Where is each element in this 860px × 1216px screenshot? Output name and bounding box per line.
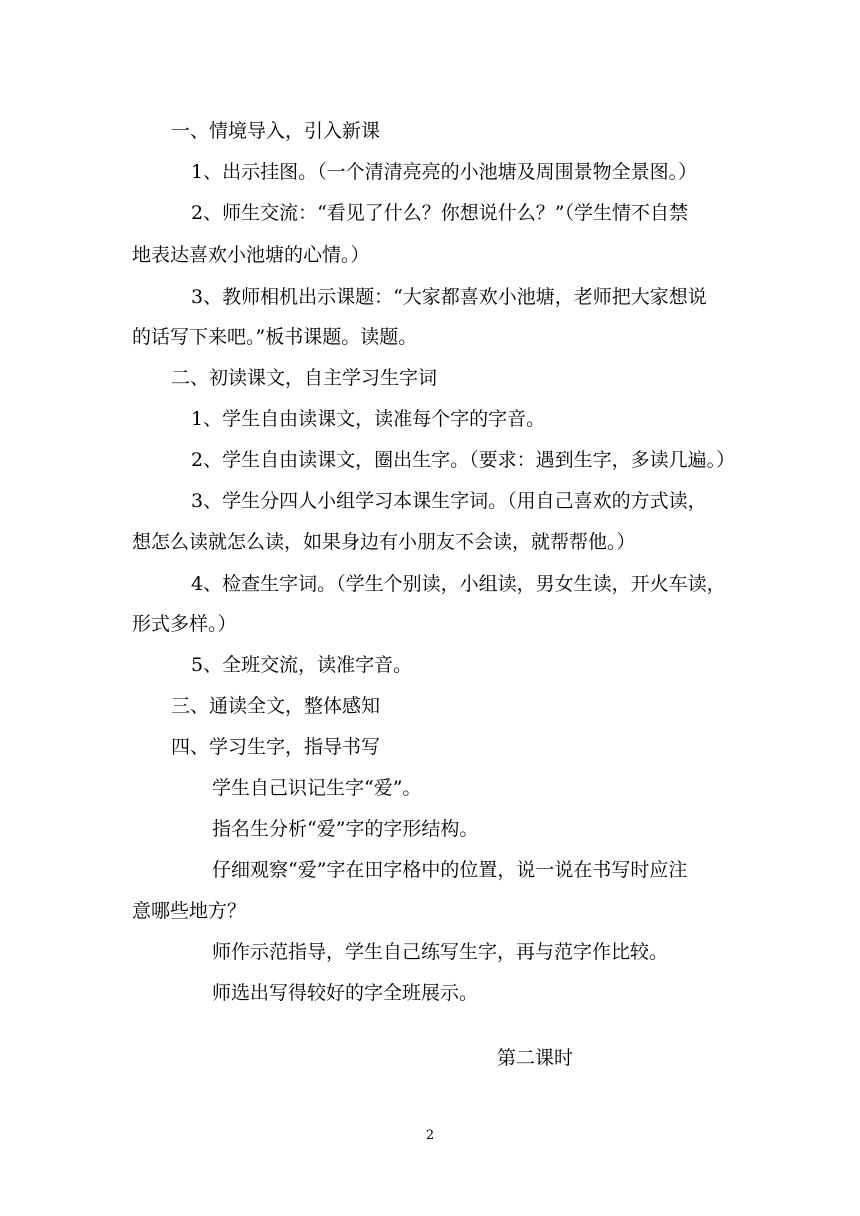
paragraph: 师作示范指导，学生自己练写生字，再与范字作比较。	[212, 941, 669, 963]
paragraph-continuation: 意哪些地方？	[132, 900, 247, 922]
section-heading: 四、学习生字，指导书写	[171, 736, 381, 758]
list-item-continuation: 形式多样。）	[132, 613, 237, 635]
list-item: 4、检查生字词。（学生个别读，小组读，男女生读，开火车读，	[191, 573, 726, 595]
section-heading: 三、通读全文，整体感知	[171, 695, 381, 717]
page-number: 2	[425, 1128, 435, 1143]
paragraph: 仔细观察“爱”字在田字格中的位置，说一说在书写时应注	[212, 859, 688, 881]
paragraph: 指名生分析“爱”字的字形结构。	[212, 818, 479, 840]
paragraph: 师选出写得较好的字全班展示。	[212, 982, 479, 1004]
list-item: 1、出示挂图。（一个清清亮亮的小池塘及周围景物全景图。）	[191, 161, 698, 183]
list-item: 2、学生自由读课文，圈出生字。（要求：遇到生字，多读几遍。）	[191, 449, 736, 471]
list-item: 3、学生分四人小组学习本课生字词。（用自己喜欢的方式读，	[191, 490, 707, 512]
list-item-continuation: 地表达喜欢小池塘的心情。）	[132, 244, 370, 266]
list-item-continuation: 想怎么读就怎么读，如果身边有小朋友不会读，就帮帮他。）	[132, 531, 636, 553]
list-item: 2、师生交流：“看见了什么？你想说什么？”（学生情不自禁	[191, 202, 689, 224]
list-item: 5、全班交流，读准字音。	[191, 654, 413, 676]
paragraph: 学生自己识记生字“爱”。	[212, 777, 422, 799]
section-heading: 一、情境导入，引入新课	[171, 120, 381, 142]
list-item-continuation: 的话写下来吧。”板书课题。读题。	[132, 326, 418, 348]
list-item: 1、学生自由读课文，读准每个字的字音。	[191, 408, 546, 430]
lesson-subtitle: 第二课时	[497, 1047, 574, 1069]
section-heading: 二、初读课文，自主学习生字词	[171, 367, 438, 389]
list-item: 3、教师相机出示课题：“大家都喜欢小池塘，老师把大家想说	[191, 286, 707, 308]
